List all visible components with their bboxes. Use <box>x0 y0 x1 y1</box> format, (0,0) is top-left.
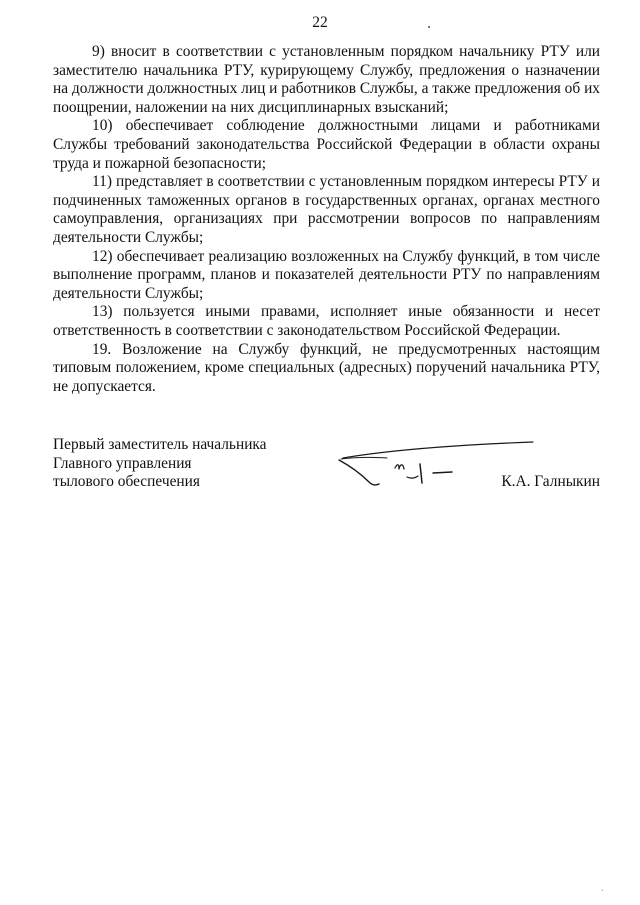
signer-title-line: тылового обеспечения <box>53 473 200 491</box>
signer-title-line: Первый заместитель начальника <box>53 436 267 453</box>
corner-mark: ˎ <box>601 882 604 891</box>
paragraph-item-9: 9) вносит в соответствии с установленным порядком начальнику РТУ или заместителю начальника РТУ, курирующему Службу, предложения о назначении на должности должностных лиц и работников Службы, а также предложения об их поощрении, наложении на них дисциплинарных взысканий; <box>53 43 600 116</box>
document-body <box>53 43 600 396</box>
paragraph-section-19: 19. Возложение на Службу функций, не предусмотренных настоящим типовым положением, кроме специальных (адресных) поручений начальника РТУ, не допускается. <box>53 340 600 395</box>
paragraph-item-11: 11) представляет в соответствии с установленным порядком интересы РТУ и подчиненных таможенных органов в государственных органах, органах местного самоуправления, организациях при рассмотрении вопросов по направлениям деятельности Службы; <box>53 173 600 246</box>
page-number: 22 <box>312 14 328 31</box>
paragraph-item-12: 12) обеспечивает реализацию возложенных на Службу функций, в том числе выполнение программ, планов и показателей деятельности РТУ по направлениям деятельности Службы; <box>53 247 600 302</box>
signer-title <box>53 436 267 492</box>
paragraph-item-10: 10) обеспечивает соблюдение должностными лицами и работниками Службы требований законодательства Российской Федерации в области охраны труда и пожарной безопасности; <box>53 117 600 172</box>
scan-dot <box>428 26 430 28</box>
signer-title-line: Главного управления <box>53 454 192 472</box>
signer-name: К.А. Галныкин <box>501 473 600 490</box>
signature-block <box>53 436 600 496</box>
paragraph-item-13: 13) пользуется иными правами, исполняет иные обязанности и несет ответственность в соответствии с законодательством Российской Федерации. <box>53 303 600 339</box>
